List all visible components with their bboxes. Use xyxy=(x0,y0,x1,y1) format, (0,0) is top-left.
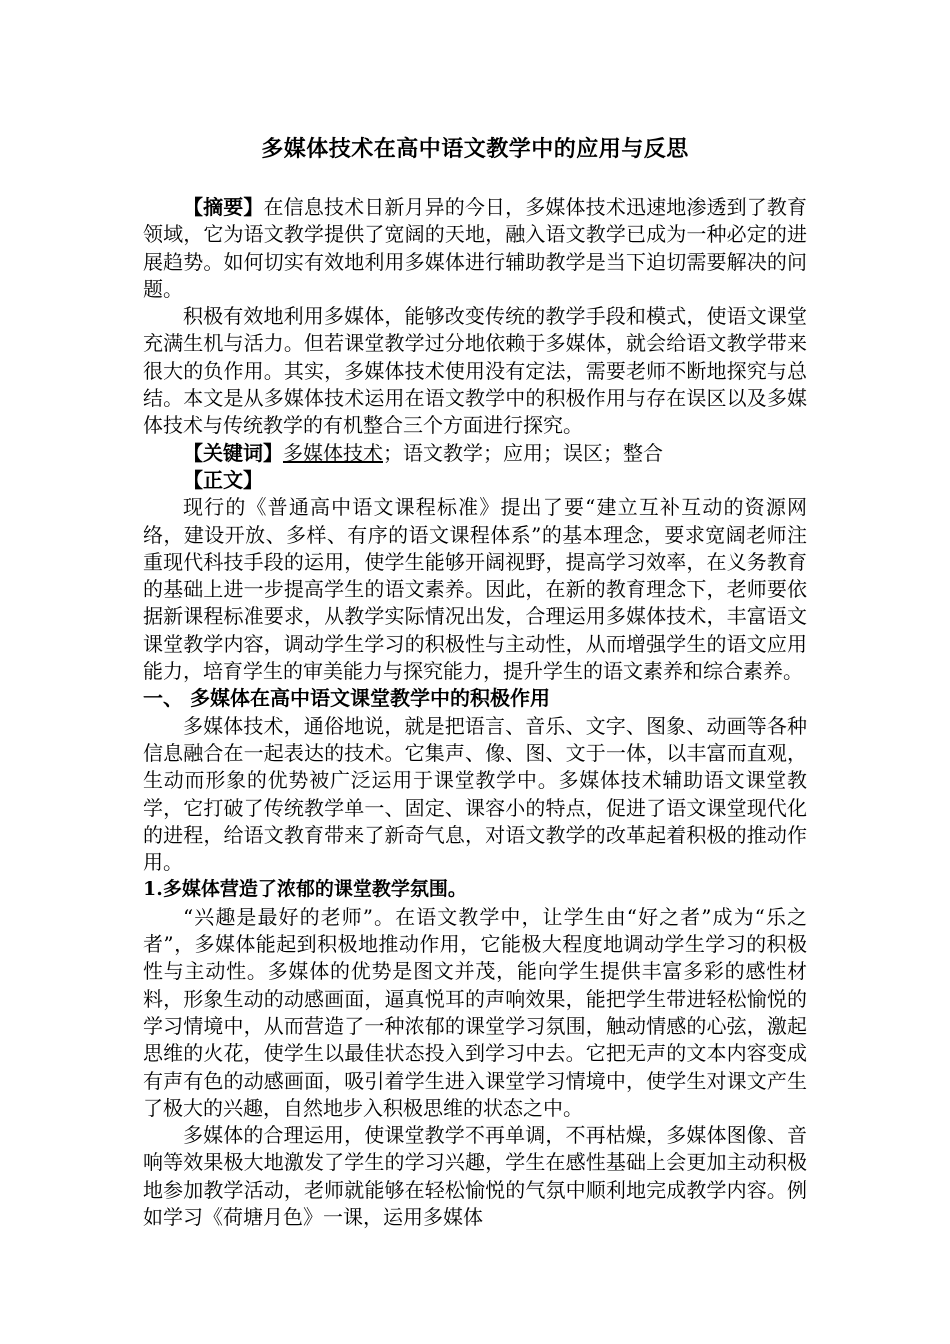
section-1-heading: 一、 多媒体在高中语文课堂教学中的积极作用 xyxy=(143,686,550,711)
abstract-label: 【摘要】 xyxy=(183,195,264,219)
subsection-1-paragraph-2: 多媒体的合理运用，使课堂教学不再单调，不再枯燥，多媒体图像、音响等效果极大地激发了学生的学习兴趣，学生在感性基础上会更加主动积极地参加教学活动，老师就能够在轻松愉悦的气氛中顺利地完成教学内容。例如学习《荷塘月色》一课，运用多媒体 xyxy=(143,1123,807,1229)
section-1-paragraph: 多媒体技术，通俗地说，就是把语言、音乐、文字、图象、动画等各种信息融合在一起表达的技术。它集声、像、图、文于一体，以丰富而直观，生动而形象的优势被广泛运用于课堂教学中。多媒体技术辅助语文课堂教学，它打破了传统教学单一、固定、课容小的特点，促进了语文课堂现代化的进程，给语文教育带来了新奇气息，对语文教学的改革起着积极的推动作用。 xyxy=(143,713,807,875)
abstract-text: 在信息技术日新月异的今日，多媒体技术迅速地渗透到了教育领域，它为语文教学提供了宽阔的天地，融入语文教学已成为一种必定的进展趋势。如何切实有效地利用多媒体进行辅助教学是当下迫切需要解决的问题。 xyxy=(143,195,808,301)
keyword-link: 多媒体技术 xyxy=(283,440,383,465)
main-label-line xyxy=(143,467,807,494)
subsection-1-paragraph-1: “兴趣是最好的老师”。在语文教学中，让学生由“好之者”成为“乐之者”，多媒体能起到积极地推动作用，它能极大程度地调动学生学习的积极性与主动性。多媒体的优势是图文并茂，能向学生提供丰富多彩的感性材料，形象生动的动感画面，逼真悦耳的声响效果，能把学生带进轻松愉悦的学习情境中，从而营造了一种浓郁的课堂学习氛围，触动情感的心弦，激起思维的火花，使学生以最佳状态投入到学习中去。它把无声的文本内容变成有声有色的动感画面，吸引着学生进入课堂学习情境中，使学生对课文产生了极大的兴趣，自然地步入积极思维的状态之中。 xyxy=(143,904,807,1120)
keywords-label: 【关键词】 xyxy=(183,440,283,465)
intro-paragraph: 现行的《普通高中语文课程标准》提出了要“建立互补互动的资源网络，建设开放、多样、有序的语文课程体系”的基本理念，要求宽阔老师注重现代科技手段的运用，使学生能够开阔视野，提高学习效率，在义务教育的基础上进一步提高学生的语文素养。因此，在新的教育理念下，老师要依据新课程标准要求，从教学实际情况出发，合理运用多媒体技术，丰富语文课堂教学内容，调动学生学习的积极性与主动性，从而增强学生的语文应用能力，培育学生的审美能力与探究能力，提升学生的语文素养和综合素养。 xyxy=(143,495,807,684)
document-title: 多媒体技术在高中语文教学中的应用与反思 xyxy=(261,136,689,162)
main-label: 【正文】 xyxy=(183,467,263,492)
keywords-text: ；语文教学；应用；误区；整合 xyxy=(383,440,663,465)
subsection-1-heading: 1.多媒体营造了浓郁的课堂教学氛围。 xyxy=(143,878,467,901)
abstract-paragraph xyxy=(143,194,807,303)
document-body xyxy=(143,194,807,1231)
keywords-line xyxy=(143,440,807,467)
abstract-paragraph-2: 积极有效地利用多媒体，能够改变传统的教学手段和模式，使语文课堂充满生机与活力。但若课堂教学过分地依赖于多媒体，就会给语文教学带来很大的负作用。其实，多媒体技术使用没有定法，需要老师不断地探究与总结。本文是从多媒体技术运用在语文教学中的积极作用与存在误区以及多媒体技术与传统教学的有机整合三个方面进行探究。 xyxy=(143,304,807,438)
